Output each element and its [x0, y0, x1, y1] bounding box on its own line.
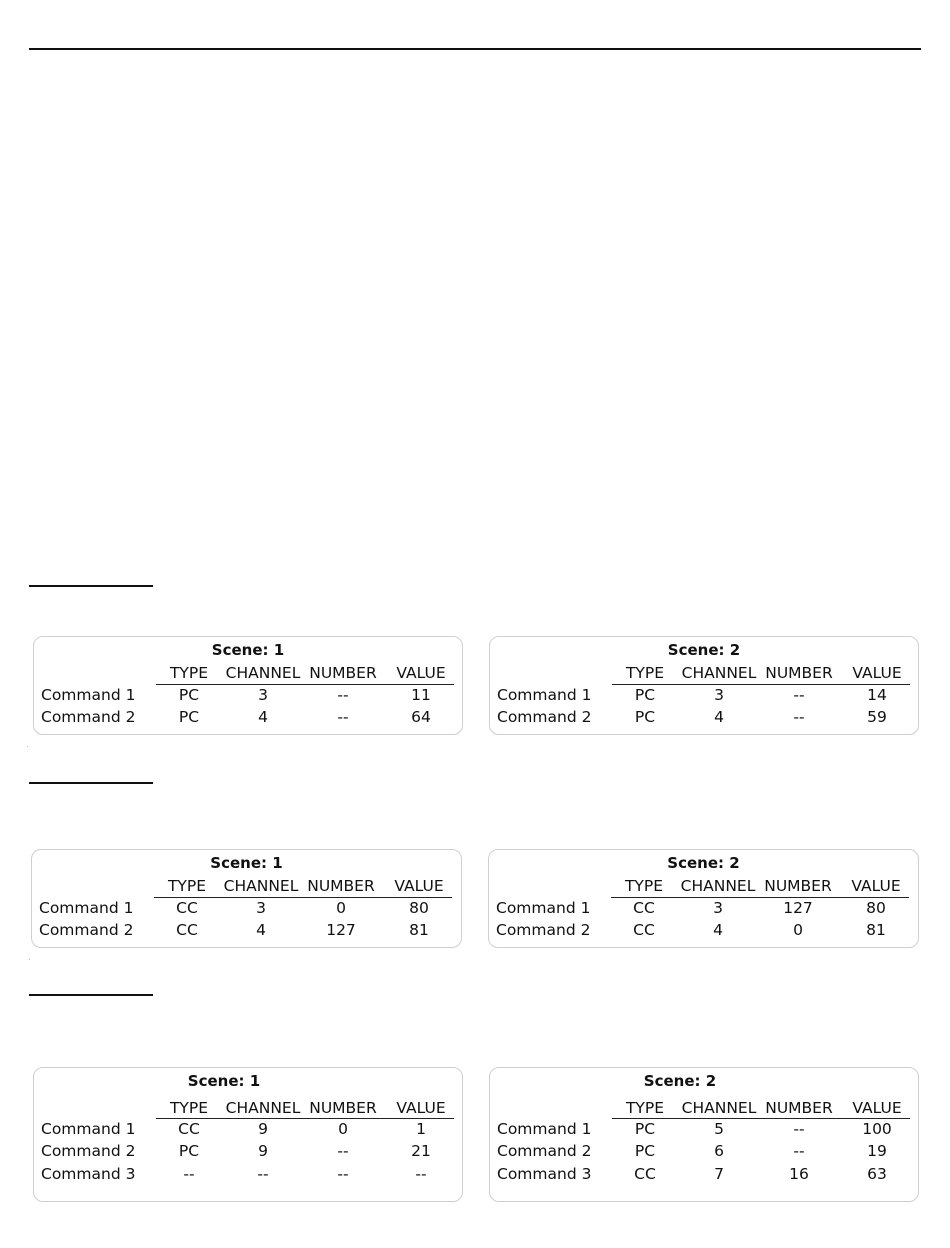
- cell-value: 19: [867, 1142, 887, 1161]
- cell-number: --: [337, 1164, 349, 1183]
- command-label: Command 1: [497, 686, 592, 704]
- cell-type: --: [183, 1164, 195, 1183]
- section-underline-2: [29, 782, 153, 784]
- cell-channel: 6: [714, 1142, 724, 1161]
- cell-type: PC: [178, 686, 200, 704]
- cell-value: 1: [416, 1120, 426, 1138]
- cell-value: 81: [409, 921, 429, 940]
- cell-number: 0: [336, 899, 346, 917]
- cell-channel: 7: [714, 1164, 724, 1183]
- cell-value: 63: [867, 1164, 887, 1183]
- top-divider: [29, 48, 921, 50]
- cell-channel: 4: [714, 708, 724, 727]
- cell-value: 80: [866, 899, 886, 917]
- column-header-type: TYPE: [625, 664, 665, 682]
- cell-channel: 3: [258, 686, 268, 704]
- cell-number: --: [337, 1142, 349, 1161]
- cell-number: --: [793, 708, 805, 727]
- cell-type: CC: [176, 899, 198, 917]
- command-label: Command 2: [497, 1142, 592, 1161]
- command-label: Command 2: [41, 1142, 136, 1161]
- column-header-type: TYPE: [169, 1099, 209, 1117]
- cell-channel: 5: [714, 1120, 724, 1138]
- scan-speck: [29, 959, 30, 960]
- cell-type: PC: [634, 686, 656, 704]
- cell-value: 11: [411, 686, 431, 704]
- cell-channel: 4: [256, 921, 266, 940]
- command-label: Command 1: [41, 686, 136, 704]
- scene-table-2-1: [31, 849, 462, 948]
- section-underline-3: [29, 994, 153, 996]
- cell-number: 0: [338, 1120, 348, 1138]
- column-header-channel: CHANNEL: [681, 664, 757, 682]
- column-header-channel: CHANNEL: [680, 877, 756, 895]
- cell-number: --: [793, 1142, 805, 1161]
- scene-table-1-1: [33, 636, 463, 735]
- command-label: Command 1: [39, 899, 134, 917]
- section-underline-1: [29, 585, 153, 587]
- cell-number: --: [793, 686, 805, 704]
- cell-value: 64: [411, 708, 431, 727]
- column-header-number: NUMBER: [765, 664, 833, 682]
- cell-channel: 4: [258, 708, 268, 727]
- cell-value: 21: [411, 1142, 431, 1161]
- cell-value: 59: [867, 708, 887, 727]
- cell-number: --: [793, 1120, 805, 1138]
- command-label: Command 1: [41, 1120, 136, 1138]
- column-header-number: NUMBER: [764, 877, 832, 895]
- cell-number: --: [337, 686, 349, 704]
- column-header-value: VALUE: [396, 664, 446, 682]
- scan-speck: [27, 746, 28, 747]
- column-header-value: VALUE: [851, 877, 901, 895]
- column-header-value: VALUE: [396, 1099, 446, 1117]
- cell-number: --: [337, 708, 349, 727]
- cell-number: 0: [793, 921, 803, 940]
- cell-channel: 4: [713, 921, 723, 940]
- column-header-type: TYPE: [624, 877, 664, 895]
- command-label: Command 2: [39, 921, 134, 940]
- command-label: Command 3: [41, 1164, 136, 1183]
- cell-number: 16: [789, 1164, 809, 1183]
- column-header-value: VALUE: [394, 877, 444, 895]
- scene-table-3-2: [489, 1067, 919, 1202]
- cell-type: CC: [634, 1164, 656, 1183]
- column-header-number: NUMBER: [307, 877, 375, 895]
- command-label: Command 1: [496, 899, 591, 917]
- cell-value: --: [415, 1164, 427, 1183]
- cell-type: CC: [633, 899, 655, 917]
- column-header-channel: CHANNEL: [225, 1099, 301, 1117]
- scene-table-3-1: [33, 1067, 463, 1202]
- cell-channel: 3: [714, 686, 724, 704]
- cell-channel: 9: [258, 1142, 268, 1161]
- column-header-number: NUMBER: [309, 1099, 377, 1117]
- cell-number: 127: [783, 899, 813, 917]
- cell-number: 127: [326, 921, 356, 940]
- column-header-type: TYPE: [625, 1099, 665, 1117]
- cell-value: 100: [862, 1120, 892, 1138]
- cell-channel: 3: [713, 899, 723, 917]
- command-label: Command 2: [496, 921, 591, 940]
- command-label: Command 3: [497, 1164, 592, 1183]
- scene-table-2-2: [488, 849, 919, 948]
- cell-type: PC: [178, 708, 200, 727]
- column-header-channel: CHANNEL: [681, 1099, 757, 1117]
- scene-title: Scene: 2: [643, 1072, 717, 1090]
- cell-value: 80: [409, 899, 429, 917]
- cell-value: 14: [867, 686, 887, 704]
- cell-type: PC: [634, 708, 656, 727]
- command-label: Command 1: [497, 1120, 592, 1138]
- scene-title: Scene: 1: [211, 641, 285, 659]
- scene-title: Scene: 1: [210, 854, 283, 872]
- scene-title: Scene: 2: [667, 641, 741, 659]
- cell-value: 81: [866, 921, 886, 940]
- scene-table-1-2: [489, 636, 919, 735]
- column-header-channel: CHANNEL: [225, 664, 301, 682]
- cell-type: PC: [178, 1142, 200, 1161]
- cell-type: CC: [178, 1120, 200, 1138]
- scene-title: Scene: 2: [667, 854, 740, 872]
- cell-type: PC: [634, 1120, 656, 1138]
- command-label: Command 2: [497, 708, 592, 727]
- cell-type: CC: [633, 921, 655, 940]
- column-header-number: NUMBER: [765, 1099, 833, 1117]
- column-header-value: VALUE: [852, 1099, 902, 1117]
- cell-channel: 3: [256, 899, 266, 917]
- column-header-number: NUMBER: [309, 664, 377, 682]
- cell-channel: --: [257, 1164, 269, 1183]
- cell-type: PC: [634, 1142, 656, 1161]
- command-label: Command 2: [41, 708, 136, 727]
- cell-type: CC: [176, 921, 198, 940]
- scene-title: Scene: 1: [187, 1072, 261, 1090]
- column-header-channel: CHANNEL: [223, 877, 299, 895]
- column-header-value: VALUE: [852, 664, 902, 682]
- column-header-type: TYPE: [167, 877, 207, 895]
- column-header-type: TYPE: [169, 664, 209, 682]
- cell-channel: 9: [258, 1120, 268, 1138]
